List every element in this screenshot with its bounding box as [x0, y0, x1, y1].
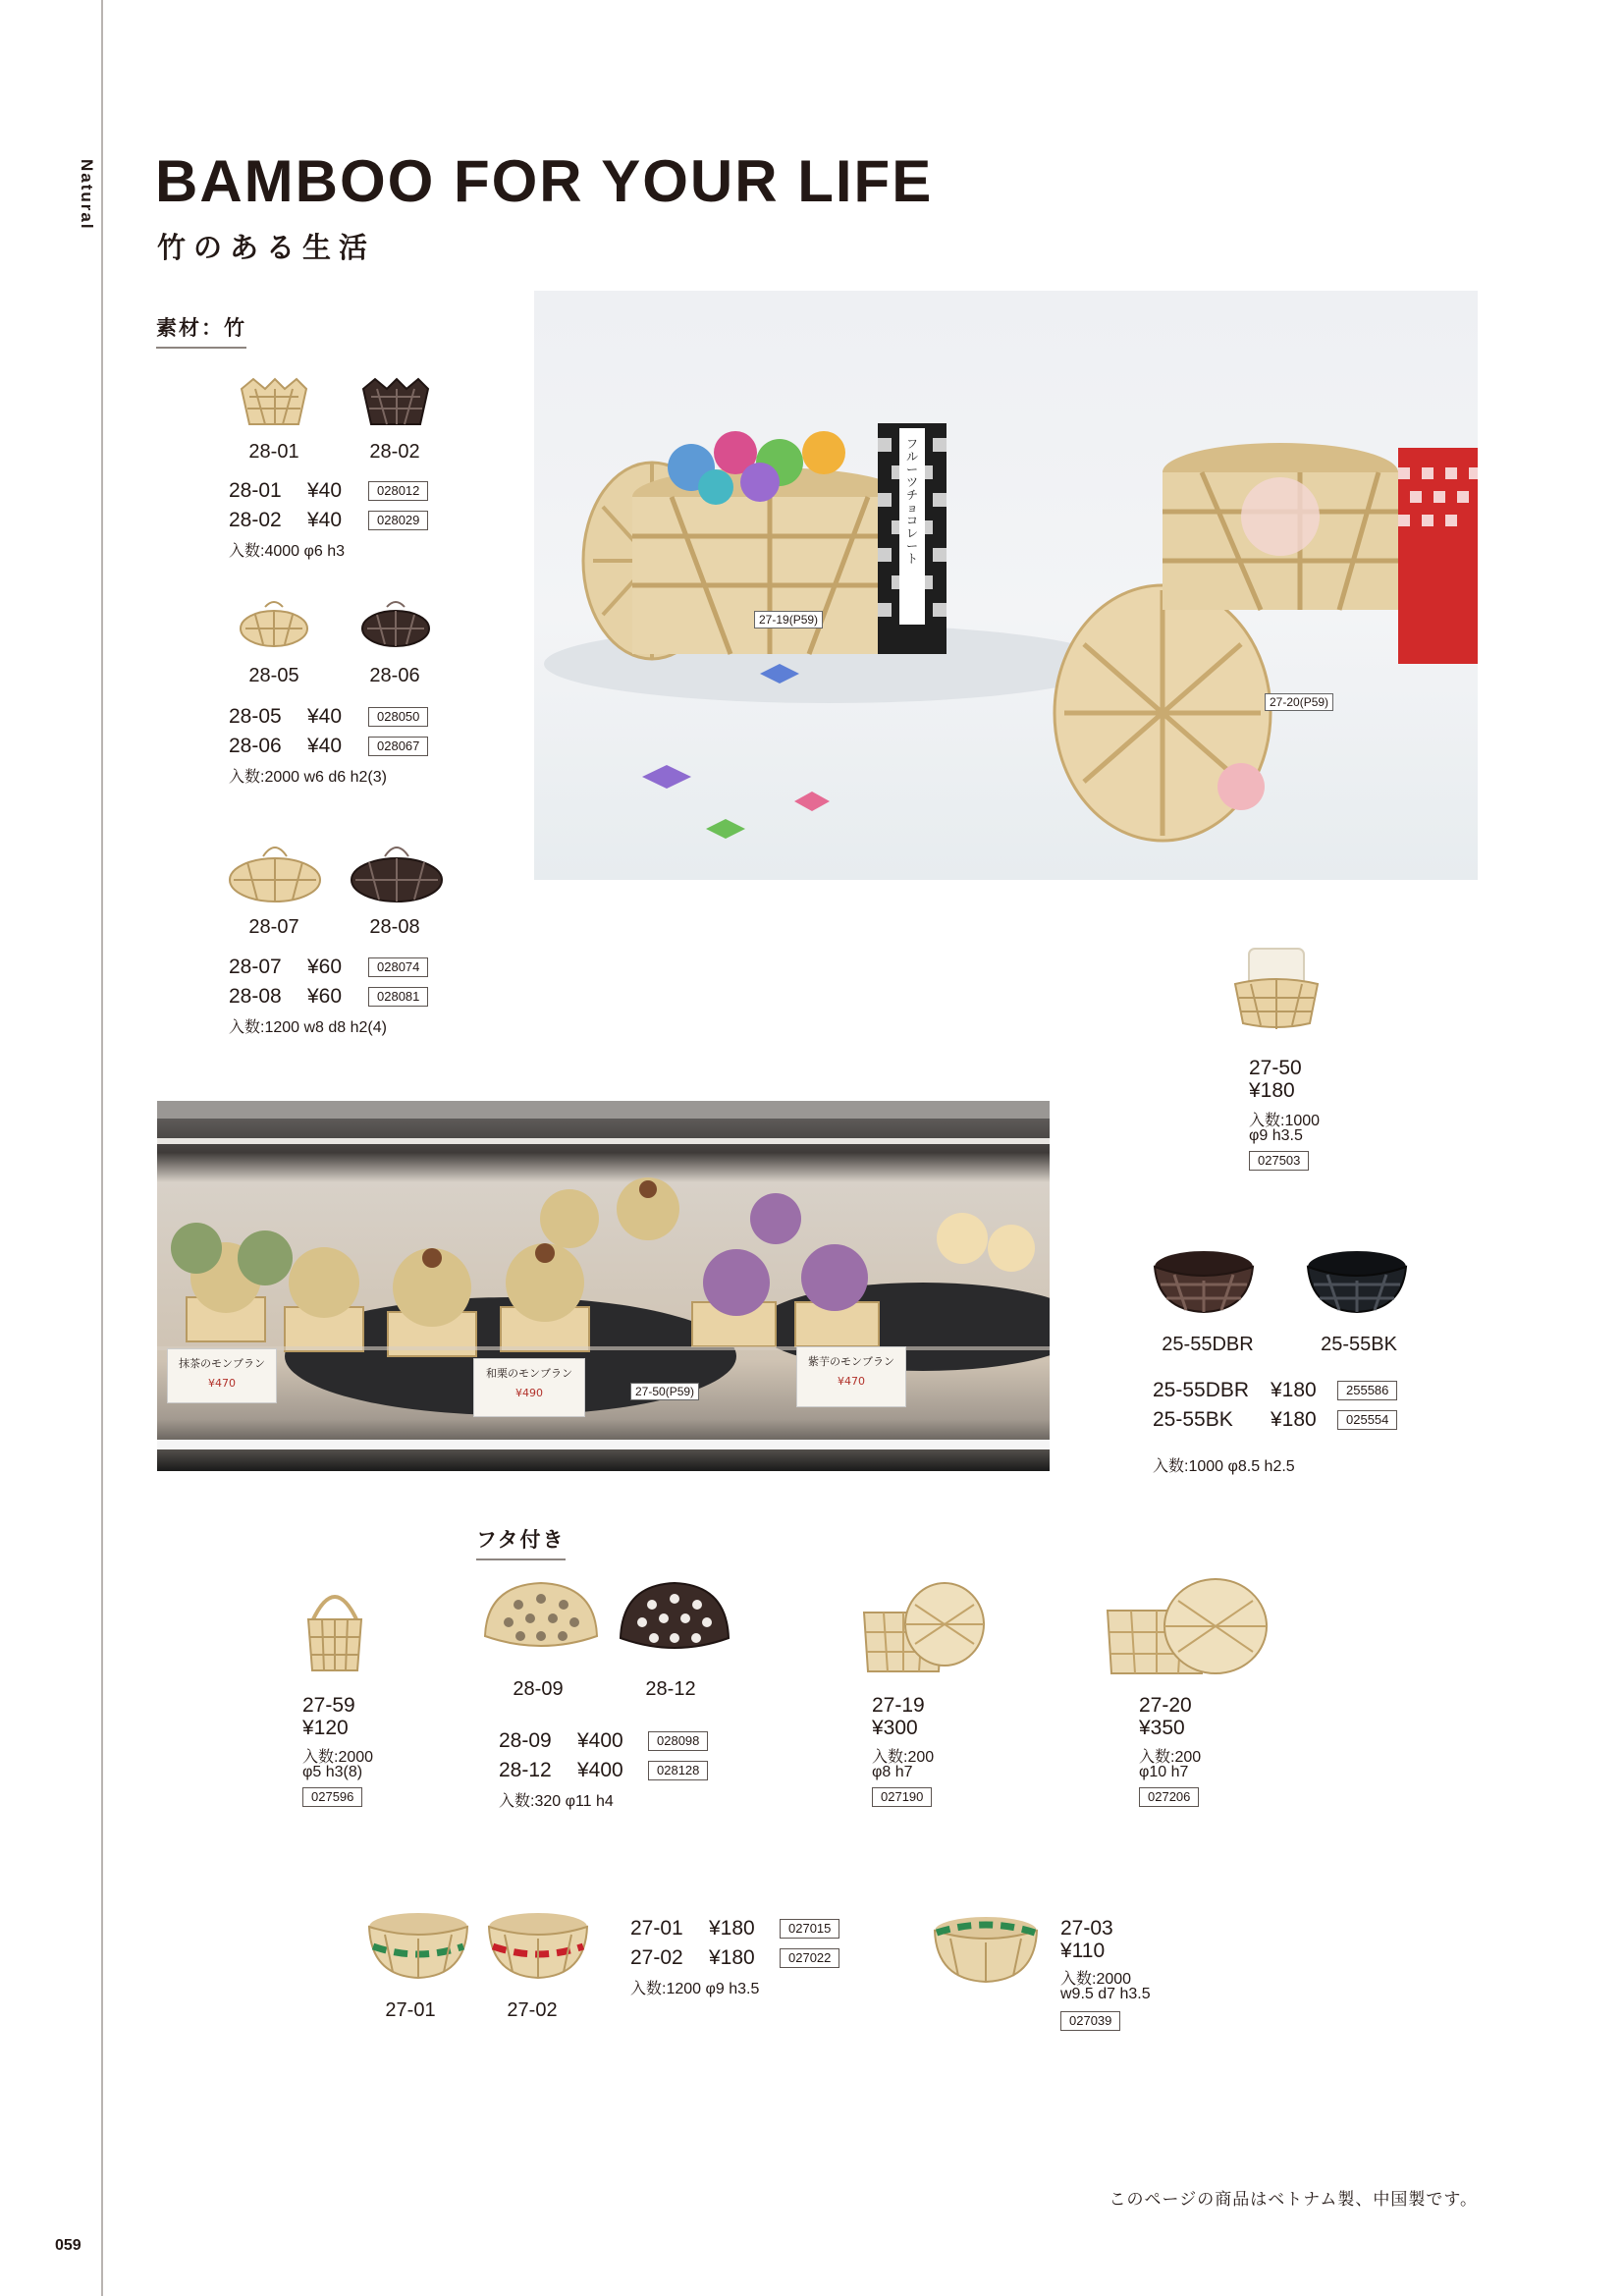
price-line	[229, 705, 428, 729]
page-title: BAMBOO FOR YOUR LIFE	[155, 148, 934, 214]
spec-text: 入数:1200 φ9 h3.5	[630, 1981, 760, 1997]
item-number-box: 028050	[368, 707, 428, 727]
product-code: 28-07	[229, 956, 282, 978]
product-code: 27-02	[630, 1946, 683, 1969]
price-line	[229, 985, 428, 1009]
basket-28-08-image	[346, 843, 448, 909]
basket-28-05-image	[236, 599, 312, 656]
product-label: 28-09	[513, 1678, 564, 1700]
spec-text: 入数:2000	[302, 1749, 374, 1766]
page-subtitle: 竹のある生活	[157, 231, 376, 264]
price-line	[229, 509, 428, 532]
basket-28-06-image	[357, 599, 434, 656]
price-line	[630, 1946, 839, 1970]
item-number-box: 028067	[368, 737, 428, 756]
product-label: 28-01	[248, 441, 299, 463]
item-number-box: 025554	[1337, 1410, 1397, 1430]
product-code: 25-55BK	[1153, 1408, 1233, 1431]
spec-text: 入数:200	[1139, 1749, 1202, 1766]
product-code: 28-02	[229, 509, 282, 531]
basket-27-50-image	[1227, 945, 1325, 1033]
product-price: ¥40	[307, 705, 343, 728]
product-label: 28-12	[645, 1678, 696, 1700]
product-label: 28-07	[248, 916, 299, 938]
lid-heading: フタ付き	[476, 1524, 566, 1560]
price-sign-name: 紫芋のモンブラン	[808, 1355, 894, 1368]
item-number-box: 255586	[1337, 1381, 1397, 1400]
basket-27-19-image	[854, 1573, 994, 1681]
item-number-box: 027503	[1249, 1151, 1309, 1171]
candy-basket-photo	[534, 291, 1478, 880]
price-line	[1153, 1408, 1397, 1432]
product-price: ¥180	[709, 1917, 755, 1940]
material-heading: 素材：竹	[156, 312, 246, 349]
basket-27-01-image	[365, 1907, 471, 1984]
spec-text: 入数:1000	[1249, 1113, 1321, 1129]
basket-27-20-image	[1100, 1571, 1276, 1683]
origin-note: このページの商品はベトナム製、中国製です。	[1109, 2190, 1478, 2210]
spec-text: 入数:1200 w8 d8 h2(4)	[229, 1019, 387, 1036]
photo-callout: 27-19(P59)	[754, 611, 823, 629]
product-code: 27-01	[630, 1917, 683, 1940]
price-line	[499, 1729, 708, 1753]
product-price: ¥120	[302, 1717, 349, 1739]
product-price: ¥180	[1249, 1079, 1295, 1102]
product-code: 27-50	[1249, 1057, 1302, 1079]
spec-text: 入数:2000 w6 d6 h2(3)	[229, 769, 387, 786]
package-label: フルーツチョコレート	[906, 437, 919, 566]
product-label: 28-02	[369, 441, 420, 463]
spec-text: φ9 h3.5	[1249, 1127, 1303, 1144]
price-sign-name: 和栗のモンブラン	[486, 1367, 572, 1380]
product-code: 28-09	[499, 1729, 552, 1752]
product-price: ¥180	[709, 1946, 755, 1969]
product-code: 25-55DBR	[1153, 1379, 1250, 1401]
spec-text: 入数:320 φ11 h4	[499, 1793, 614, 1810]
product-code: 27-03	[1060, 1917, 1113, 1940]
item-number-box: 028012	[368, 481, 428, 501]
basket-27-02-image	[485, 1907, 591, 1984]
product-price: ¥60	[307, 985, 343, 1008]
product-code: 27-20	[1139, 1694, 1192, 1717]
item-number-box: 027022	[780, 1948, 839, 1968]
product-price: ¥400	[577, 1729, 623, 1752]
product-price: ¥180	[1271, 1379, 1317, 1401]
page-number: 059	[55, 2237, 81, 2254]
product-code: 28-01	[229, 479, 282, 502]
spec-text: φ5 h3(8)	[302, 1764, 363, 1780]
photo-callout: 27-50(P59)	[630, 1383, 699, 1400]
item-number-box: 027015	[780, 1919, 839, 1939]
product-label: 25-55BK	[1321, 1334, 1397, 1355]
spec-text: φ10 h7	[1139, 1764, 1189, 1780]
basket-27-59-image	[300, 1578, 369, 1676]
basket-28-07-image	[224, 843, 326, 909]
price-line	[229, 735, 428, 758]
product-price: ¥60	[307, 956, 343, 978]
basket-28-02-image	[357, 375, 434, 432]
item-number-box: 027596	[302, 1787, 362, 1807]
price-sign-price: ¥470	[208, 1377, 236, 1390]
photo-callout: 27-20(P59)	[1265, 693, 1333, 711]
basket-28-12-image	[615, 1577, 734, 1666]
showcase-photo-art	[157, 1101, 1050, 1471]
product-code: 28-06	[229, 735, 282, 757]
basket-25-55DBR-image	[1151, 1245, 1257, 1318]
candy-basket-photo-art	[534, 291, 1478, 880]
item-number-box: 027039	[1060, 2011, 1120, 2031]
spec-text: 入数:2000	[1060, 1971, 1132, 1988]
product-label: 25-55DBR	[1162, 1334, 1254, 1355]
item-number-box: 027190	[872, 1787, 932, 1807]
price-sign	[167, 1348, 277, 1403]
product-price: ¥110	[1060, 1940, 1106, 1962]
product-code: 27-19	[872, 1694, 925, 1717]
product-code: 28-05	[229, 705, 282, 728]
basket-28-09-image	[479, 1577, 603, 1664]
product-price: ¥400	[577, 1759, 623, 1781]
spec-text: 入数:1000 φ8.5 h2.5	[1153, 1458, 1295, 1475]
product-code: 28-08	[229, 985, 282, 1008]
item-number-box: 028081	[368, 987, 428, 1007]
product-label: 28-05	[248, 665, 299, 686]
product-code: 28-12	[499, 1759, 552, 1781]
spec-text: φ8 h7	[872, 1764, 913, 1780]
spec-text: 入数:200	[872, 1749, 935, 1766]
item-number-box: 028029	[368, 511, 428, 530]
product-code: 27-59	[302, 1694, 355, 1717]
price-sign	[473, 1358, 585, 1417]
price-sign-price: ¥470	[838, 1375, 865, 1388]
side-label: Natural	[78, 159, 96, 231]
basket-25-55BK-image	[1304, 1245, 1410, 1318]
item-number-box: 027206	[1139, 1787, 1199, 1807]
product-price: ¥180	[1271, 1408, 1317, 1431]
product-price: ¥40	[307, 509, 343, 531]
price-line	[499, 1759, 708, 1782]
spec-text: w9.5 d7 h3.5	[1060, 1986, 1151, 2002]
price-sign-name: 抹茶のモンブラン	[179, 1357, 265, 1370]
product-label: 28-08	[369, 916, 420, 938]
product-label: 27-02	[507, 1999, 558, 2021]
price-line	[229, 956, 428, 979]
item-number-box: 028074	[368, 957, 428, 977]
product-price: ¥300	[872, 1717, 918, 1739]
price-line	[630, 1917, 839, 1941]
price-sign	[796, 1346, 906, 1407]
product-price: ¥350	[1139, 1717, 1185, 1739]
item-number-box: 028128	[648, 1761, 708, 1780]
showcase-photo	[157, 1101, 1050, 1471]
basket-28-01-image	[236, 375, 312, 432]
item-number-box: 028098	[648, 1731, 708, 1751]
left-margin-rule	[101, 0, 103, 2296]
price-sign-price: ¥490	[515, 1387, 543, 1399]
product-label: 27-01	[385, 1999, 436, 2021]
product-price: ¥40	[307, 735, 343, 757]
spec-text: 入数:4000 φ6 h3	[229, 543, 346, 560]
price-line	[229, 479, 428, 503]
product-label: 28-06	[369, 665, 420, 686]
price-line	[1153, 1379, 1397, 1402]
basket-27-03-image	[931, 1911, 1041, 1990]
product-price: ¥40	[307, 479, 343, 502]
